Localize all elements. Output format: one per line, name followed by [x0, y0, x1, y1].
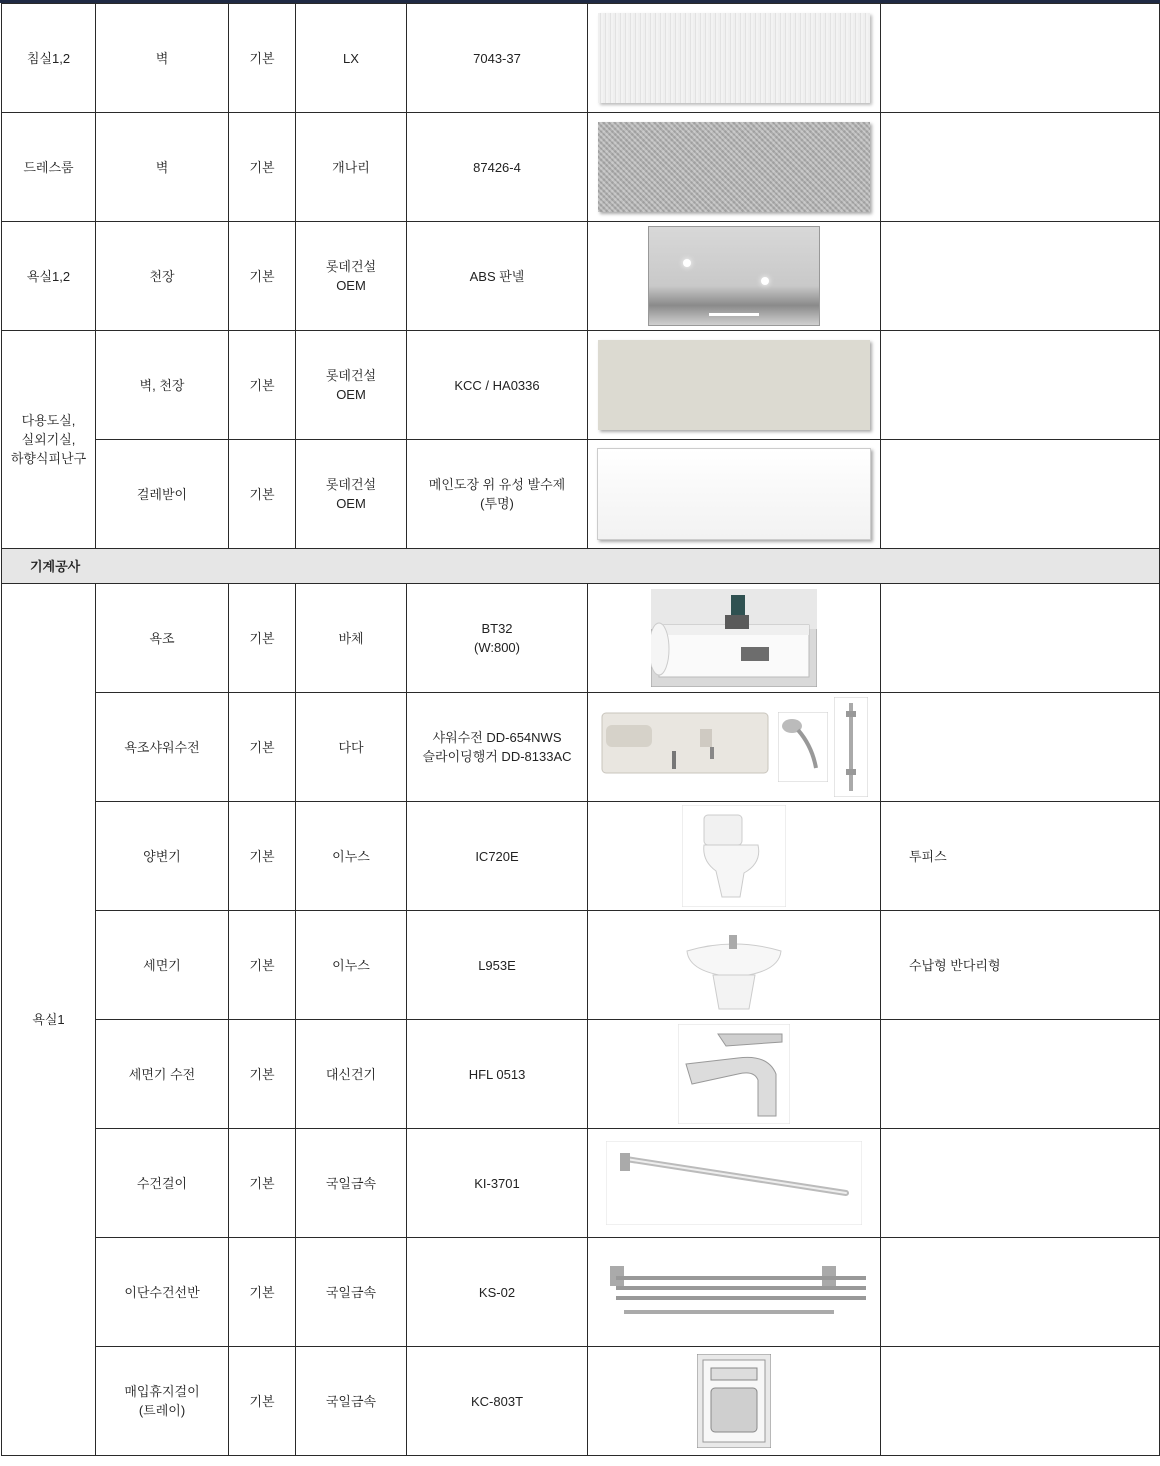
model-cell: KC-803T [407, 1347, 588, 1456]
model-cell: ABS 판넬 [407, 222, 588, 331]
wallpaper-image [598, 13, 870, 103]
washbasin-image [679, 915, 789, 1015]
image-cell [588, 693, 881, 802]
model-cell: 87426-4 [407, 113, 588, 222]
brand-cell: LX [296, 4, 407, 113]
item-cell: 벽 [96, 113, 229, 222]
table-row [2, 802, 1160, 911]
model-cell: BT32 (W:800) [407, 584, 588, 693]
item-cell: 천장 [96, 222, 229, 331]
image-cell [588, 1129, 881, 1238]
type-cell: 기본 [229, 693, 296, 802]
model-cell: HFL 0513 [407, 1020, 588, 1129]
thermostatic-faucet-icon [600, 707, 772, 787]
coating-swatch-image [597, 448, 871, 540]
item-cell: 양변기 [96, 802, 229, 911]
table-row [2, 4, 1160, 113]
table-row [2, 222, 1160, 331]
type-cell: 기본 [229, 4, 296, 113]
table-row [2, 440, 1160, 549]
brand-cell: 대신건기 [296, 1020, 407, 1129]
item-cell: 수건걸이 [96, 1129, 229, 1238]
remark-cell: 수납형 반다리형 [881, 911, 1160, 1020]
paint-swatch-image [598, 340, 870, 430]
area-cell: 침실1,2 [2, 4, 96, 113]
brand-cell: 국일금속 [296, 1347, 407, 1456]
image-cell [588, 440, 881, 549]
table-row [2, 1347, 1160, 1456]
brand-cell: 국일금속 [296, 1238, 407, 1347]
type-cell: 기본 [229, 911, 296, 1020]
model-cell: KI-3701 [407, 1129, 588, 1238]
ceiling-image [648, 226, 820, 326]
remark-cell [881, 113, 1160, 222]
image-cell [588, 802, 881, 911]
remark-cell [881, 222, 1160, 331]
type-cell: 기본 [229, 1347, 296, 1456]
table-row [2, 331, 1160, 440]
remark-cell [881, 584, 1160, 693]
remark-cell [881, 331, 1160, 440]
remark-cell [881, 1347, 1160, 1456]
model-cell: IC720E [407, 802, 588, 911]
brand-cell: 롯데건설 OEM [296, 222, 407, 331]
table-row [2, 693, 1160, 802]
brand-cell: 롯데건설 OEM [296, 440, 407, 549]
area-cell: 욕실1 [2, 584, 96, 1456]
area-cell: 드레스룸 [2, 113, 96, 222]
image-cell [588, 222, 881, 331]
type-cell: 기본 [229, 440, 296, 549]
image-cell [588, 113, 881, 222]
type-cell: 기본 [229, 331, 296, 440]
finish-spec-table [1, 3, 1160, 1456]
image-cell [588, 331, 881, 440]
section-label: 기계공사 [2, 549, 1160, 584]
item-cell: 욕조샤워수전 [96, 693, 229, 802]
hand-shower-icon [778, 712, 828, 782]
brand-cell: 개나리 [296, 113, 407, 222]
image-cell [588, 4, 881, 113]
brand-cell: 바체 [296, 584, 407, 693]
item-cell: 걸레받이 [96, 440, 229, 549]
model-cell: KS-02 [407, 1238, 588, 1347]
sliding-bar-icon [834, 697, 868, 797]
item-cell: 욕조 [96, 584, 229, 693]
table-row [2, 584, 1160, 693]
brand-cell: 다다 [296, 693, 407, 802]
remark-cell [881, 4, 1160, 113]
item-cell: 매입휴지걸이 (트레이) [96, 1347, 229, 1456]
remark-cell [881, 1020, 1160, 1129]
item-cell: 세면기 수전 [96, 1020, 229, 1129]
item-cell: 이단수건선반 [96, 1238, 229, 1347]
towel-shelf-image [594, 1254, 874, 1330]
model-cell: KCC / HA0336 [407, 331, 588, 440]
item-cell: 벽 [96, 4, 229, 113]
remark-cell [881, 440, 1160, 549]
table-row [2, 1129, 1160, 1238]
model-cell: 메인도장 위 유성 발수제 (투명) [407, 440, 588, 549]
type-cell: 기본 [229, 113, 296, 222]
table-row [2, 1238, 1160, 1347]
item-cell: 세면기 [96, 911, 229, 1020]
area-cell: 다용도실, 실외기실, 하향식피난구 [2, 331, 96, 549]
table-row [2, 1020, 1160, 1129]
item-cell: 벽, 천장 [96, 331, 229, 440]
type-cell: 기본 [229, 1238, 296, 1347]
shower-faucet-image [588, 697, 880, 797]
model-cell: L953E [407, 911, 588, 1020]
model-cell: 샤워수전 DD-654NWS 슬라이딩행거 DD-8133AC [407, 693, 588, 802]
brand-cell: 이누스 [296, 802, 407, 911]
remark-cell [881, 1238, 1160, 1347]
image-cell [588, 911, 881, 1020]
remark-cell [881, 693, 1160, 802]
brand-cell: 롯데건설 OEM [296, 331, 407, 440]
image-cell [588, 1238, 881, 1347]
model-cell: 7043-37 [407, 4, 588, 113]
image-cell [588, 1020, 881, 1129]
type-cell: 기본 [229, 1129, 296, 1238]
image-cell [588, 584, 881, 693]
bathtub-image [651, 589, 817, 687]
wallpaper-image [598, 122, 870, 212]
type-cell: 기본 [229, 584, 296, 693]
towel-bar-image [606, 1141, 862, 1225]
type-cell: 기본 [229, 802, 296, 911]
remark-cell [881, 1129, 1160, 1238]
image-cell [588, 1347, 881, 1456]
table-row [2, 113, 1160, 222]
type-cell: 기본 [229, 222, 296, 331]
paper-holder-image [697, 1354, 771, 1448]
area-cell: 욕실1,2 [2, 222, 96, 331]
brand-cell: 이누스 [296, 911, 407, 1020]
type-cell: 기본 [229, 1020, 296, 1129]
basin-faucet-image [678, 1024, 790, 1124]
brand-cell: 국일금속 [296, 1129, 407, 1238]
remark-cell: 투피스 [881, 802, 1160, 911]
table-row [2, 911, 1160, 1020]
section-header [2, 549, 1160, 584]
toilet-image [682, 805, 786, 907]
